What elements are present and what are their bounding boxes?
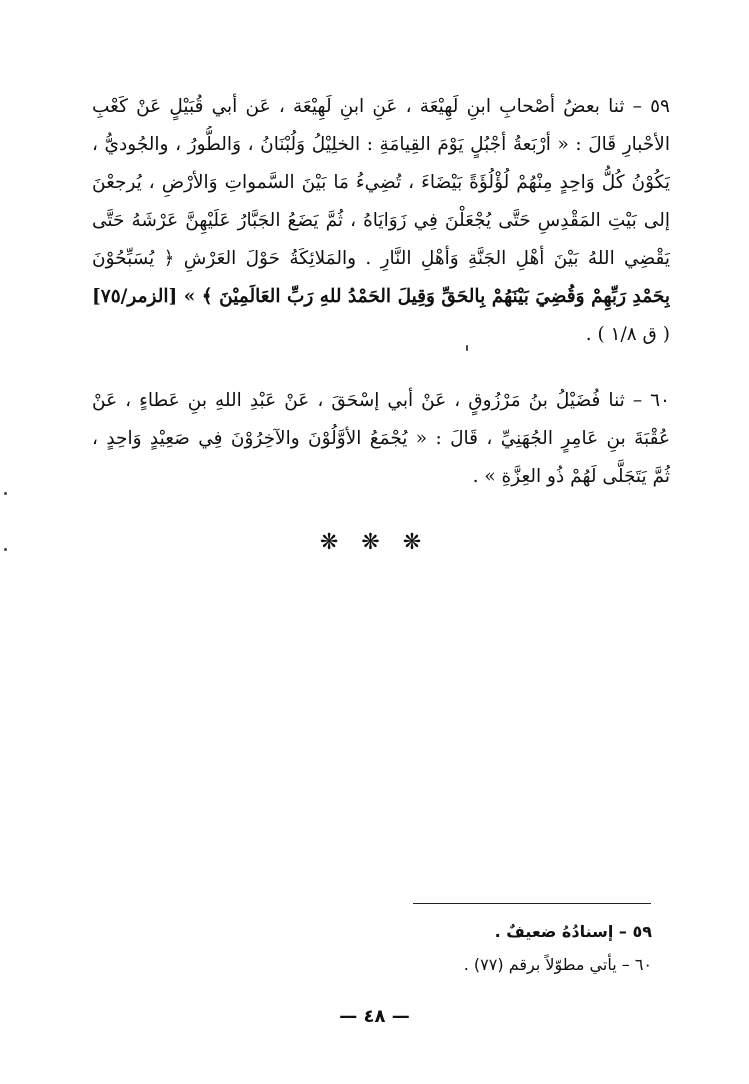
hadith-59-line-4: إلى بَيْتِ المَقْدِسِ حَتَّى يُجْعَلْنَ فِي زَوَايَاهُ ، ثُمَّ يَضَعُ الجَبَّارُ عَلَيْهِنَّ عَرْشَهُ حَتَّى [92, 210, 670, 231]
hadith-59-paragraph [92, 88, 670, 354]
hadith-60-line-1: ٦٠ – ثنا فُضَيْلُ بنُ مَرْزُوقٍ ، عَنْ أبي إسْحَقَ ، عَنْ عَبْدِ اللهِ بنِ عَطاءٍ ، عَنْ [92, 390, 670, 411]
section-separator-stars: ❋ ❋ ❋ [319, 530, 430, 555]
hadith-60-line-3: ثُمَّ يَتَجَلَّى لَهُمْ ذُو العِزَّةِ » . [472, 466, 670, 487]
hadith-59-line-3: يَكُوْنُ كُلُّ وَاحِدٍ مِنْهُمْ لُؤْلُؤَةً بَيْضَاءَ ، تُضِيءُ مَا بَيْنَ السَّمواتِ وَالأرْضِ ، يُرجعْنَ [92, 172, 670, 193]
hadith-60-paragraph [92, 382, 670, 496]
page-number: — ٤٨ — [339, 1006, 410, 1027]
scan-speck [4, 548, 7, 551]
hadith-59-line-7: ( ق ١/٨ ) . [585, 324, 670, 345]
hadith-59-line-2: الأحْبارِ قَالَ : « أرْبَعةُ أجْبُلٍ يَوْمَ القِيامَةِ : الخلِيْلُ وَلُبْنَانُ ، وَالطُّورُ ، والجُوديُّ ، [92, 134, 670, 155]
scan-speck [4, 492, 7, 495]
hadith-59-line-1: ٥٩ – ثنا بعضُ أصْحابِ ابنِ لَهِيْعَة ، عَنِ ابنِ لَهِيْعَة ، عَن أبي قُبَيْلٍ عَنْ كَعْبِ [92, 96, 670, 117]
footnote-divider [413, 903, 651, 904]
footnotes [92, 915, 652, 981]
footnote-60: ٦٠ – يأتي مطوّلاً برقم (٧٧) . [463, 955, 652, 974]
hadith-60-line-2: عُقْبَةَ بنِ عَامِرٍ الجُهَنِيِّ ، قَالَ : « يُجْمَعُ الأوَّلُوْنَ والآخِرُوْنَ فِي صَعِيْدٍ وَاحِدٍ ، [92, 428, 670, 449]
hadith-59-line-6: بِحَمْدِ رَبِّهِمْ وَقُضِيَ بَيْنَهُمْ بِالحَقِّ وَقِيلَ الحَمْدُ للهِ رَبِّ العَالَمِيْنَ ﴾ » [الزمر/٧٥] [92, 286, 670, 307]
hadith-59-line-5: يَقْضِي اللهُ بَيْنَ أهْلِ الجَنَّةِ وَأهْلِ النَّارِ . والمَلائِكَةُ حَوْلَ العَرْشِ ﴿ يُسَبِّحُوْنَ [92, 248, 670, 269]
footnote-59: ٥٩ – إسنادُهُ ضعيفٌ . [494, 922, 652, 941]
scan-speck [466, 345, 468, 351]
